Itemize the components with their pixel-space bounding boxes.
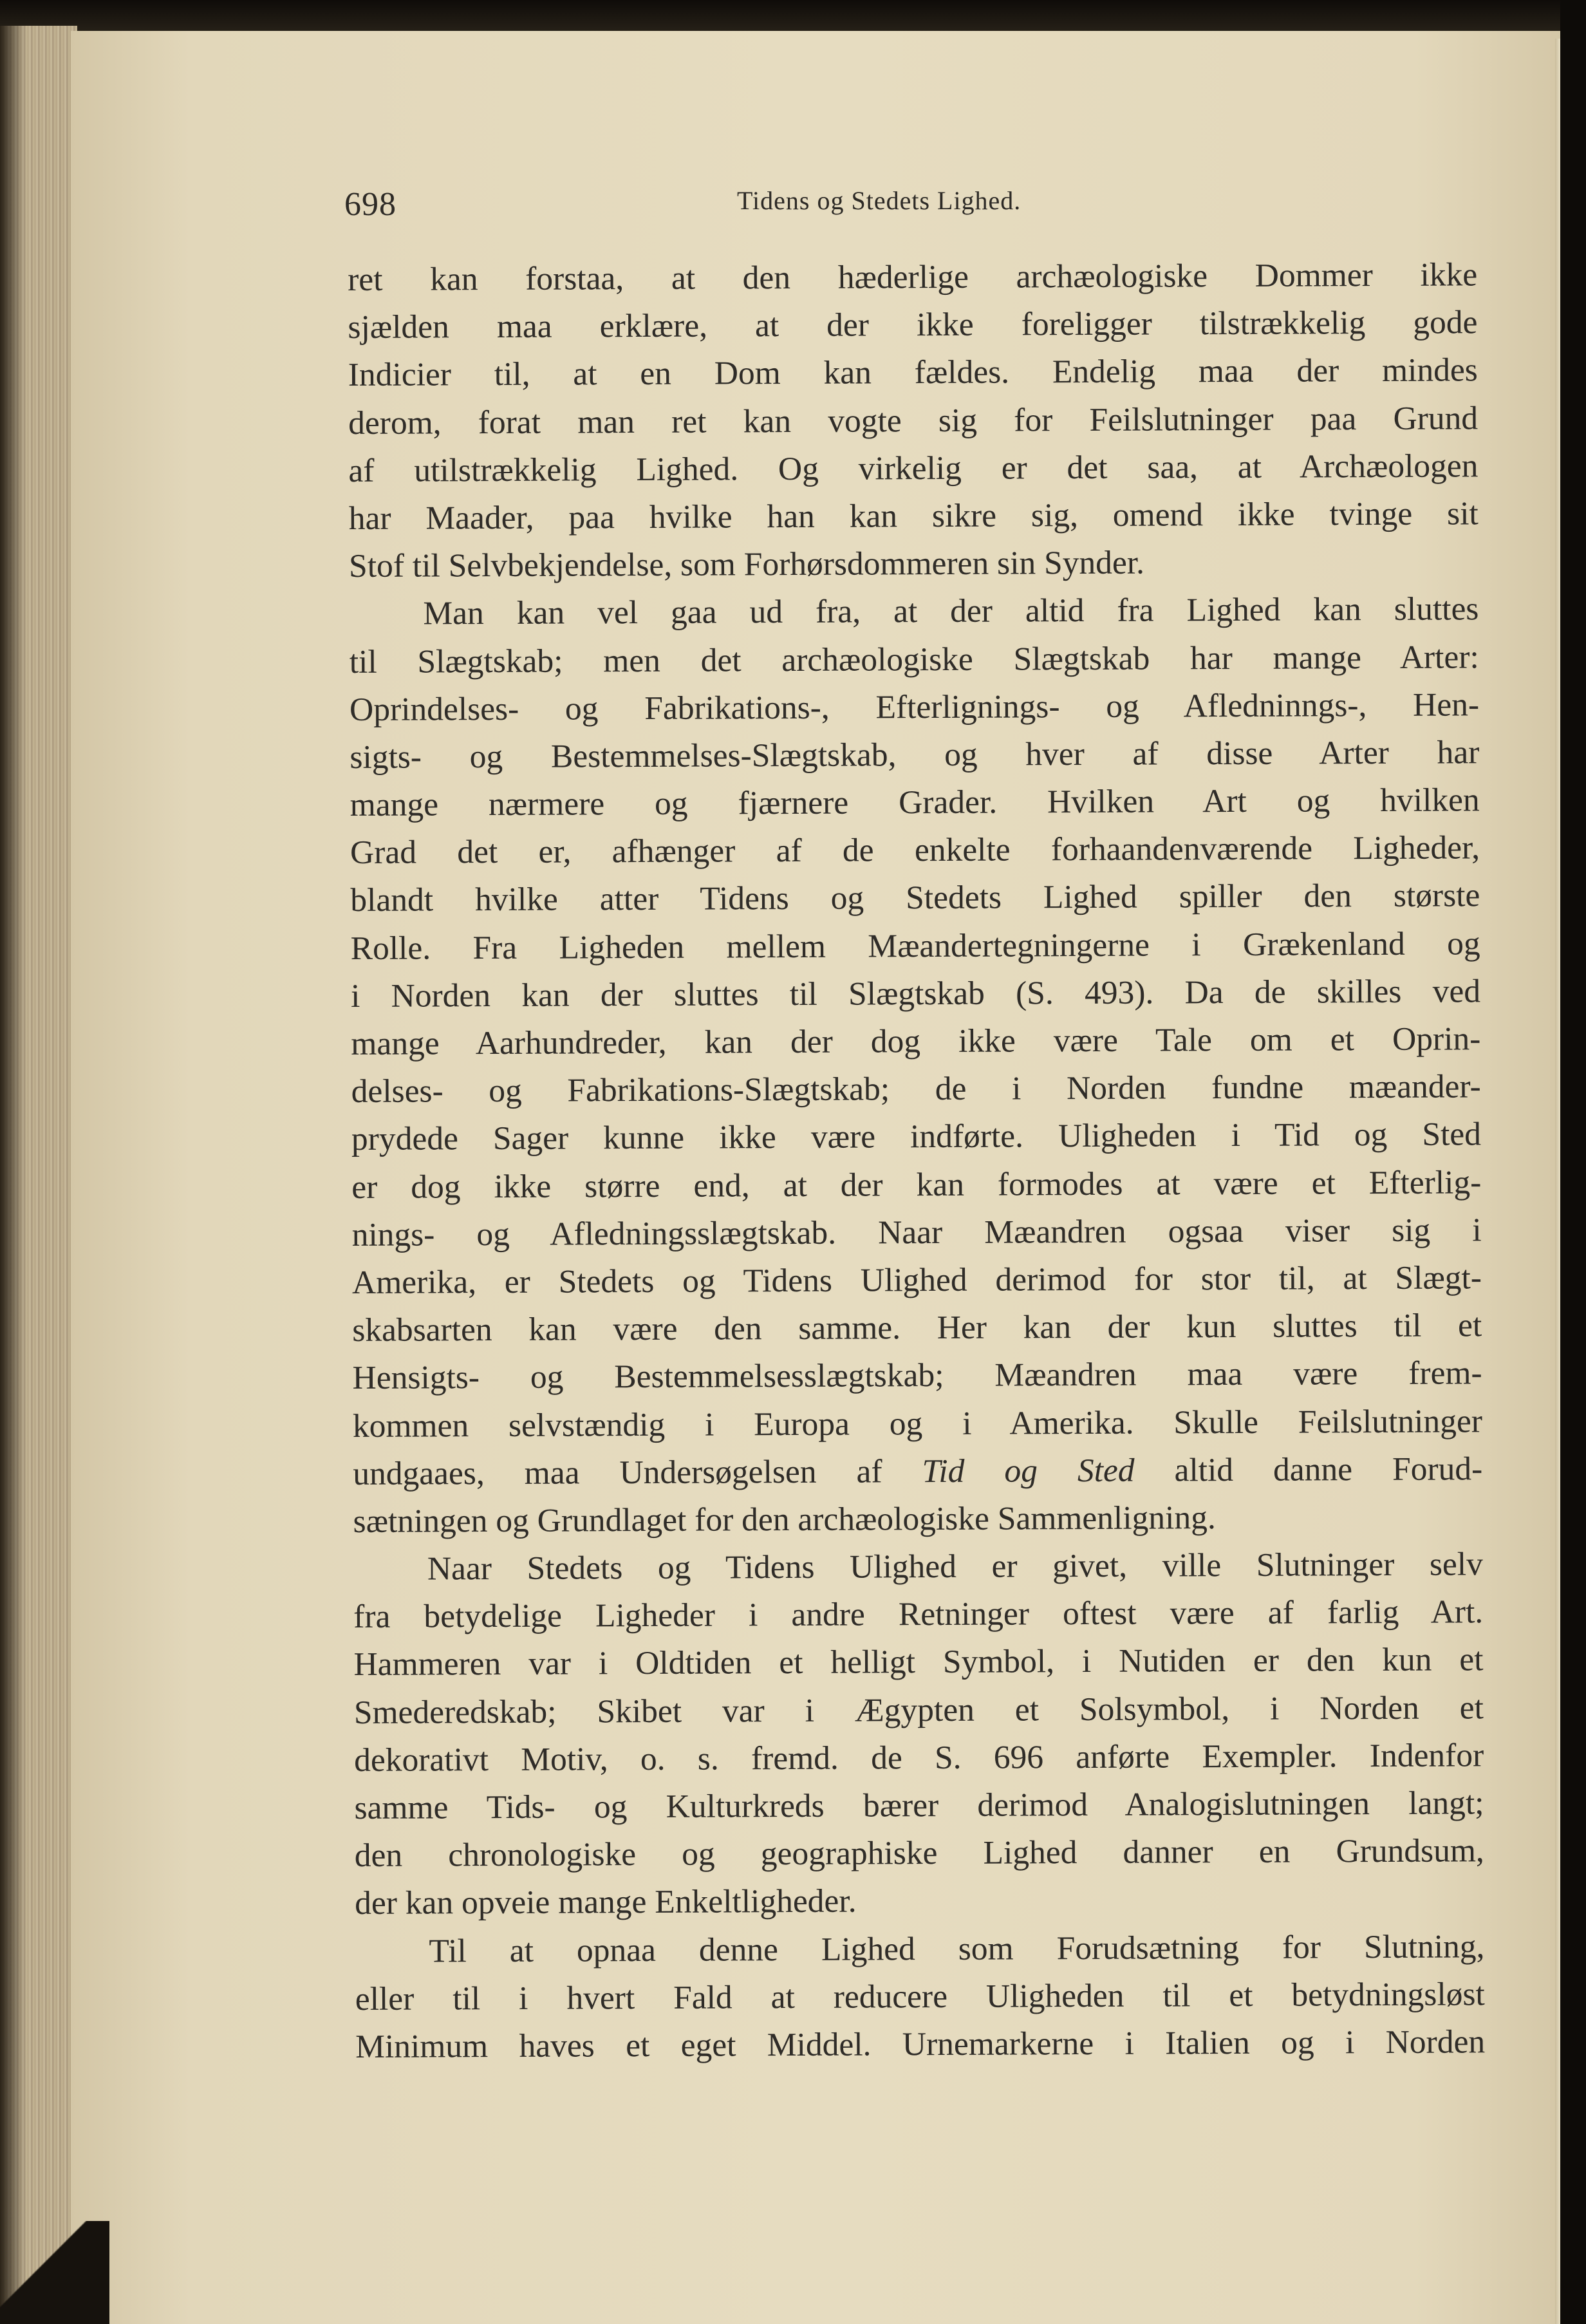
text-line: Amerika, er Stedets og Tidens Ulighed derimod for stor til, at Slægt- (351, 1259, 1482, 1301)
text-line: Minimum haves et eget Middel. Urnemarkerne i Italien og i Norden (355, 2023, 1486, 2065)
text-line: Smederedskab; Skibet var i Ægypten et Solsymbol, i Norden et (353, 1689, 1484, 1731)
text-line: nings- og Afledningsslægtskab. Naar Mæandren ogsaa viser sig i (351, 1212, 1482, 1253)
text-line: er dog ikke større end, at der kan formodes at være et Efterlig- (351, 1163, 1482, 1206)
text-line: Oprindelses- og Fabrikations-, Efterlignings- og Afledninngs-, Hen- (349, 686, 1480, 728)
emphasized-text: Tid og Sted (922, 1452, 1135, 1490)
text-line: derom, forat man ret kan vogte sig for Feilslutninger paa Grund (348, 399, 1479, 442)
text-line: den chronologiske og geographiske Lighed danner en Grundsum, (354, 1832, 1484, 1875)
body-text (348, 251, 1485, 2071)
text-line: har Maader, paa hvilke han kan sikre sig, omend ikke tvinge sit (348, 495, 1479, 537)
text-segment: undgaaes, maa Undersøgelsen af (353, 1452, 922, 1492)
scan-right-border (1560, 0, 1586, 2324)
text-line: ret kan forstaa, at den hæderlige archæologiske Dommer ikke (348, 256, 1478, 298)
running-head: Tidens og Stedets Lighed. (737, 186, 1022, 215)
text-line: prydede Sager kunne ikke være indførte. Uligheden i Tid og Sted (351, 1116, 1482, 1158)
text-line: kommen selvstændig i Europa og i Amerika. Skulle Feilslutninger (352, 1402, 1483, 1445)
text-line: der kan opveie mange Enkeltligheder. (355, 1882, 857, 1922)
text-line: fra betydelige Ligheder i andre Retninger oftest være af farlig Art. (353, 1593, 1484, 1636)
text-line: dekorativt Motiv, o. s. fremd. de S. 696 anførte Exempler. Indenfor (354, 1737, 1484, 1779)
text-line: sætningen og Grundlaget for den archæologiske Sammenligning. (353, 1499, 1216, 1540)
text-line: Rolle. Fra Ligheden mellem Mæandertegningerne i Grækenland og (350, 924, 1480, 967)
text-segment: altid danne Forud- (1134, 1450, 1483, 1489)
text-line: Hensigts- og Bestemmelsesslægtskab; Mæandren maa være frem- (352, 1354, 1482, 1397)
text-line: Grad det er, afhænger af de enkelte forhaandenværende Ligheder, (350, 829, 1480, 872)
text-line: Indicier til, at en Dom kan fældes. Endelig maa der mindes (348, 351, 1478, 394)
text-line: skabsarten kan være den samme. Her kan der kun sluttes til et (352, 1307, 1482, 1349)
page-number: 698 (344, 186, 397, 223)
text-line: til Slægtskab; men det archæologiske Slægtskab har mange Arter: (349, 638, 1479, 680)
text-line: samme Tids- og Kulturkreds bærer derimod Analogislutningen langt; (354, 1785, 1484, 1826)
text-line (353, 1445, 1482, 1498)
text-line: Hammeren var i Oldtiden et helligt Symbol, i Nutiden er den kun et (353, 1641, 1484, 1683)
text-line: Naar Stedets og Tidens Ulighed er givet, ville Slutninger selv (427, 1546, 1484, 1588)
text-line: i Norden kan der sluttes til Slægtskab (S. 493). Da de skilles ved (350, 973, 1481, 1015)
page-header (344, 180, 1477, 238)
text-line: mange nærmere og fjærnere Grader. Hvilken Art og hvilken (350, 782, 1480, 824)
text-line: mange Aarhundreder, kan der dog ikke være Tale om et Oprin- (351, 1020, 1481, 1062)
text-line: Man kan vel gaa ud fra, at der altid fra Lighed kan sluttes (423, 590, 1479, 632)
text-line: eller til i hvert Fald at reducere Uligheden til et betydningsløst (355, 1976, 1485, 2018)
text-line: sjælden maa erklære, at der ikke foreligger tilstrækkelig gode (348, 304, 1478, 346)
text-line: sigts- og Bestemmelses-Slægtskab, og hver af disse Arter har (350, 734, 1480, 776)
text-line: delses- og Fabrikations-Slægtskab; de i Norden fundne mæander- (351, 1068, 1481, 1110)
text-line: af utilstrækkelig Lighed. Og virkelig er det saa, at Archæologen (348, 447, 1479, 489)
page-right-edge (1555, 39, 1560, 2324)
text-line: Til at opnaa denne Lighed som Forudsætning for Slutning, (429, 1927, 1485, 1970)
text-line: blandt hvilke atter Tidens og Stedets Lighed spiller den største (350, 877, 1480, 919)
scan-bottom-corner (0, 2221, 109, 2324)
text-line: Stof til Selvbekjendelse, som Forhørsdommeren sin Synder. (348, 544, 1145, 585)
book-edge-shadow (0, 26, 26, 2324)
